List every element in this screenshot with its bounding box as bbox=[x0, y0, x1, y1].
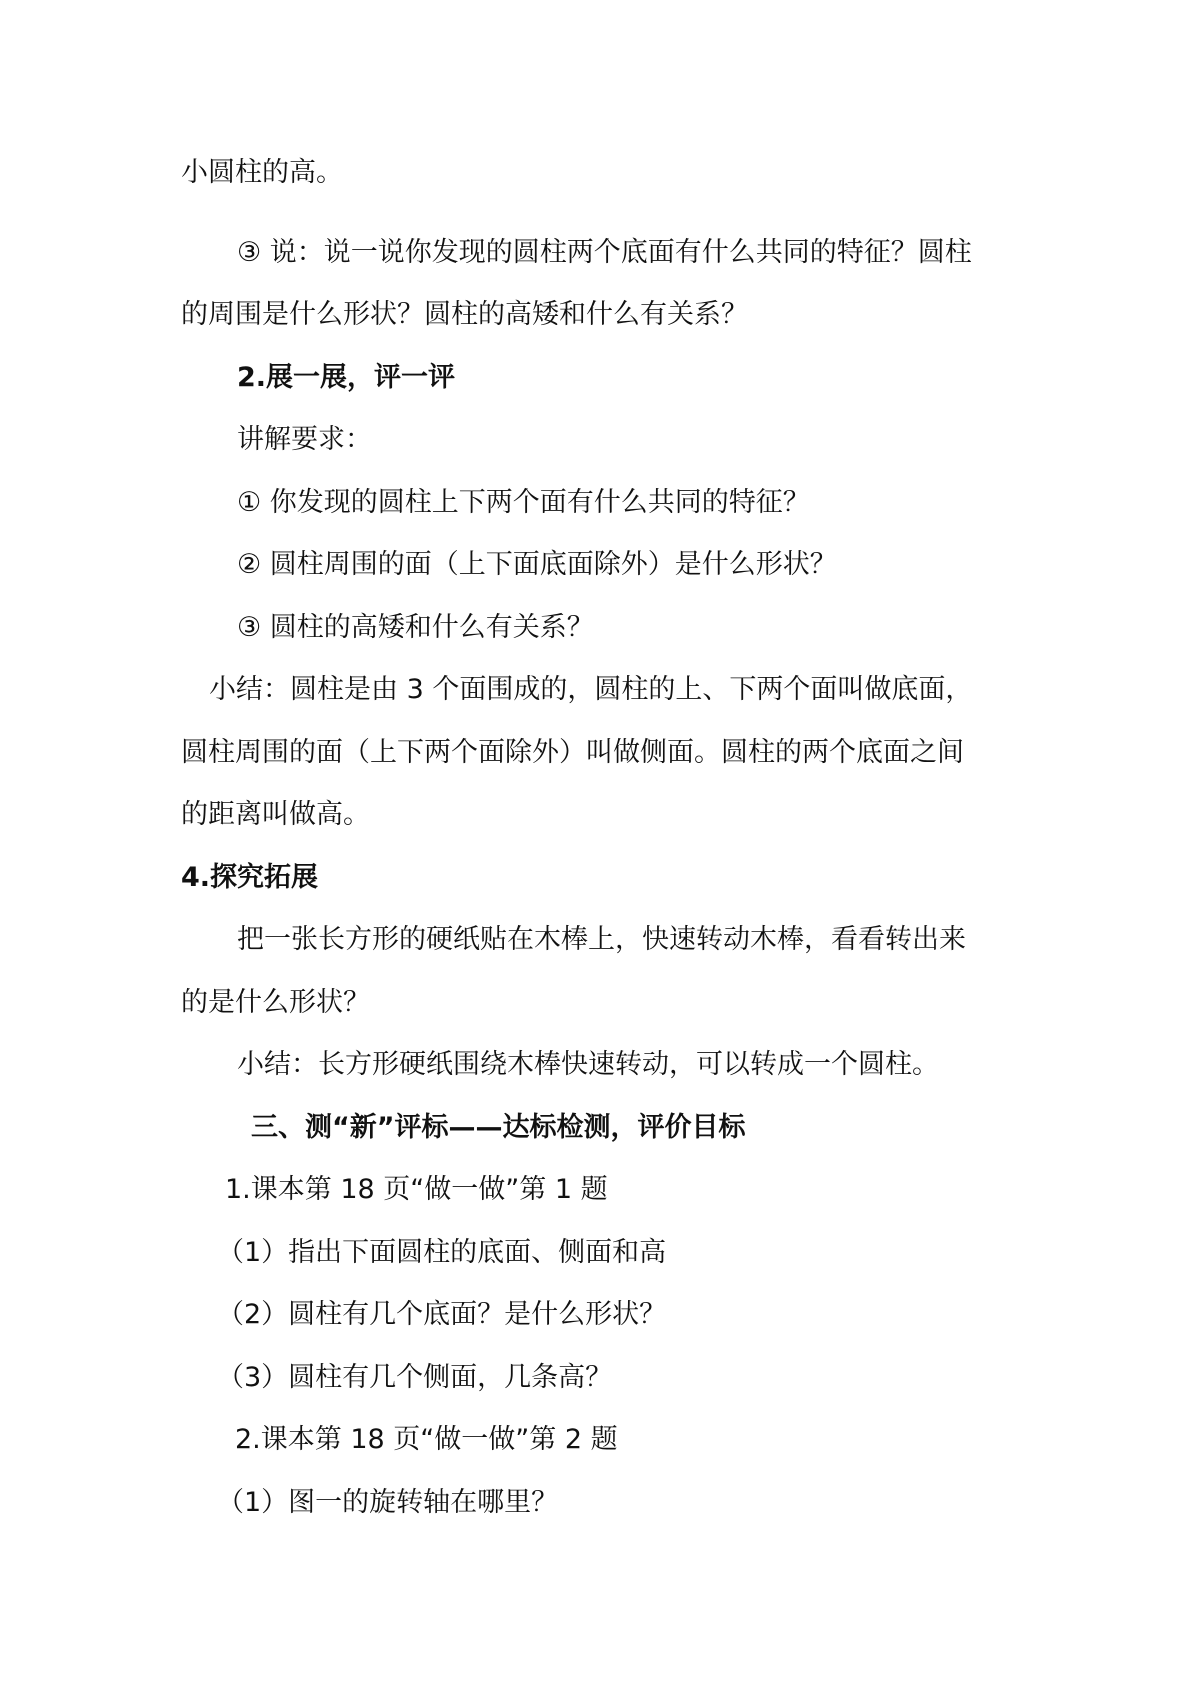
section-heading: 4.探究拓展 bbox=[181, 862, 319, 893]
exercise-item: （3）圆柱有几个侧面，几条高？ bbox=[217, 1362, 613, 1393]
summary-line: 圆柱周围的面（上下两个面除外）叫做侧面。圆柱的两个底面之间 bbox=[181, 737, 964, 768]
paragraph-line: 的周围是什么形状？圆柱的高矮和什么有关系？ bbox=[181, 299, 748, 330]
section-heading: 2.展一展，评一评 bbox=[237, 362, 456, 393]
exercise-title: 2.课本第 18 页“做一做”第 2 题 bbox=[235, 1424, 618, 1455]
paragraph-line: 讲解要求： bbox=[237, 424, 372, 455]
paragraph-line: 把一张长方形的硬纸贴在木棒上，快速转动木棒，看看转出来 bbox=[237, 924, 966, 955]
exercise-item: （1）指出下面圆柱的底面、侧面和高 bbox=[217, 1237, 667, 1268]
exercise-title: 1.课本第 18 页“做一做”第 1 题 bbox=[225, 1174, 608, 1205]
exercise-item: （1）图一的旋转轴在哪里？ bbox=[217, 1487, 559, 1518]
summary-line: 小结：长方形硬纸围绕木棒快速转动，可以转成一个圆柱。 bbox=[237, 1049, 939, 1080]
summary-line: 的距离叫做高。 bbox=[181, 799, 370, 830]
summary-line: 小结：圆柱是由 3 个面围成的，圆柱的上、下两个面叫做底面， bbox=[209, 674, 973, 705]
exercise-item: （2）圆柱有几个底面？是什么形状？ bbox=[217, 1299, 667, 1330]
section-heading: 三、测“新”评标——达标检测，评价目标 bbox=[251, 1112, 746, 1143]
list-item: ② 圆柱周围的面（上下面底面除外）是什么形状？ bbox=[237, 549, 837, 580]
list-item: ③ 圆柱的高矮和什么有关系？ bbox=[237, 612, 594, 643]
paragraph-line: ③ 说：说一说你发现的圆柱两个底面有什么共同的特征？圆柱 bbox=[237, 237, 972, 268]
paragraph-line: 小圆柱的高。 bbox=[181, 157, 343, 188]
paragraph-line: 的是什么形状？ bbox=[181, 987, 370, 1018]
list-item: ① 你发现的圆柱上下两个面有什么共同的特征？ bbox=[237, 487, 810, 518]
